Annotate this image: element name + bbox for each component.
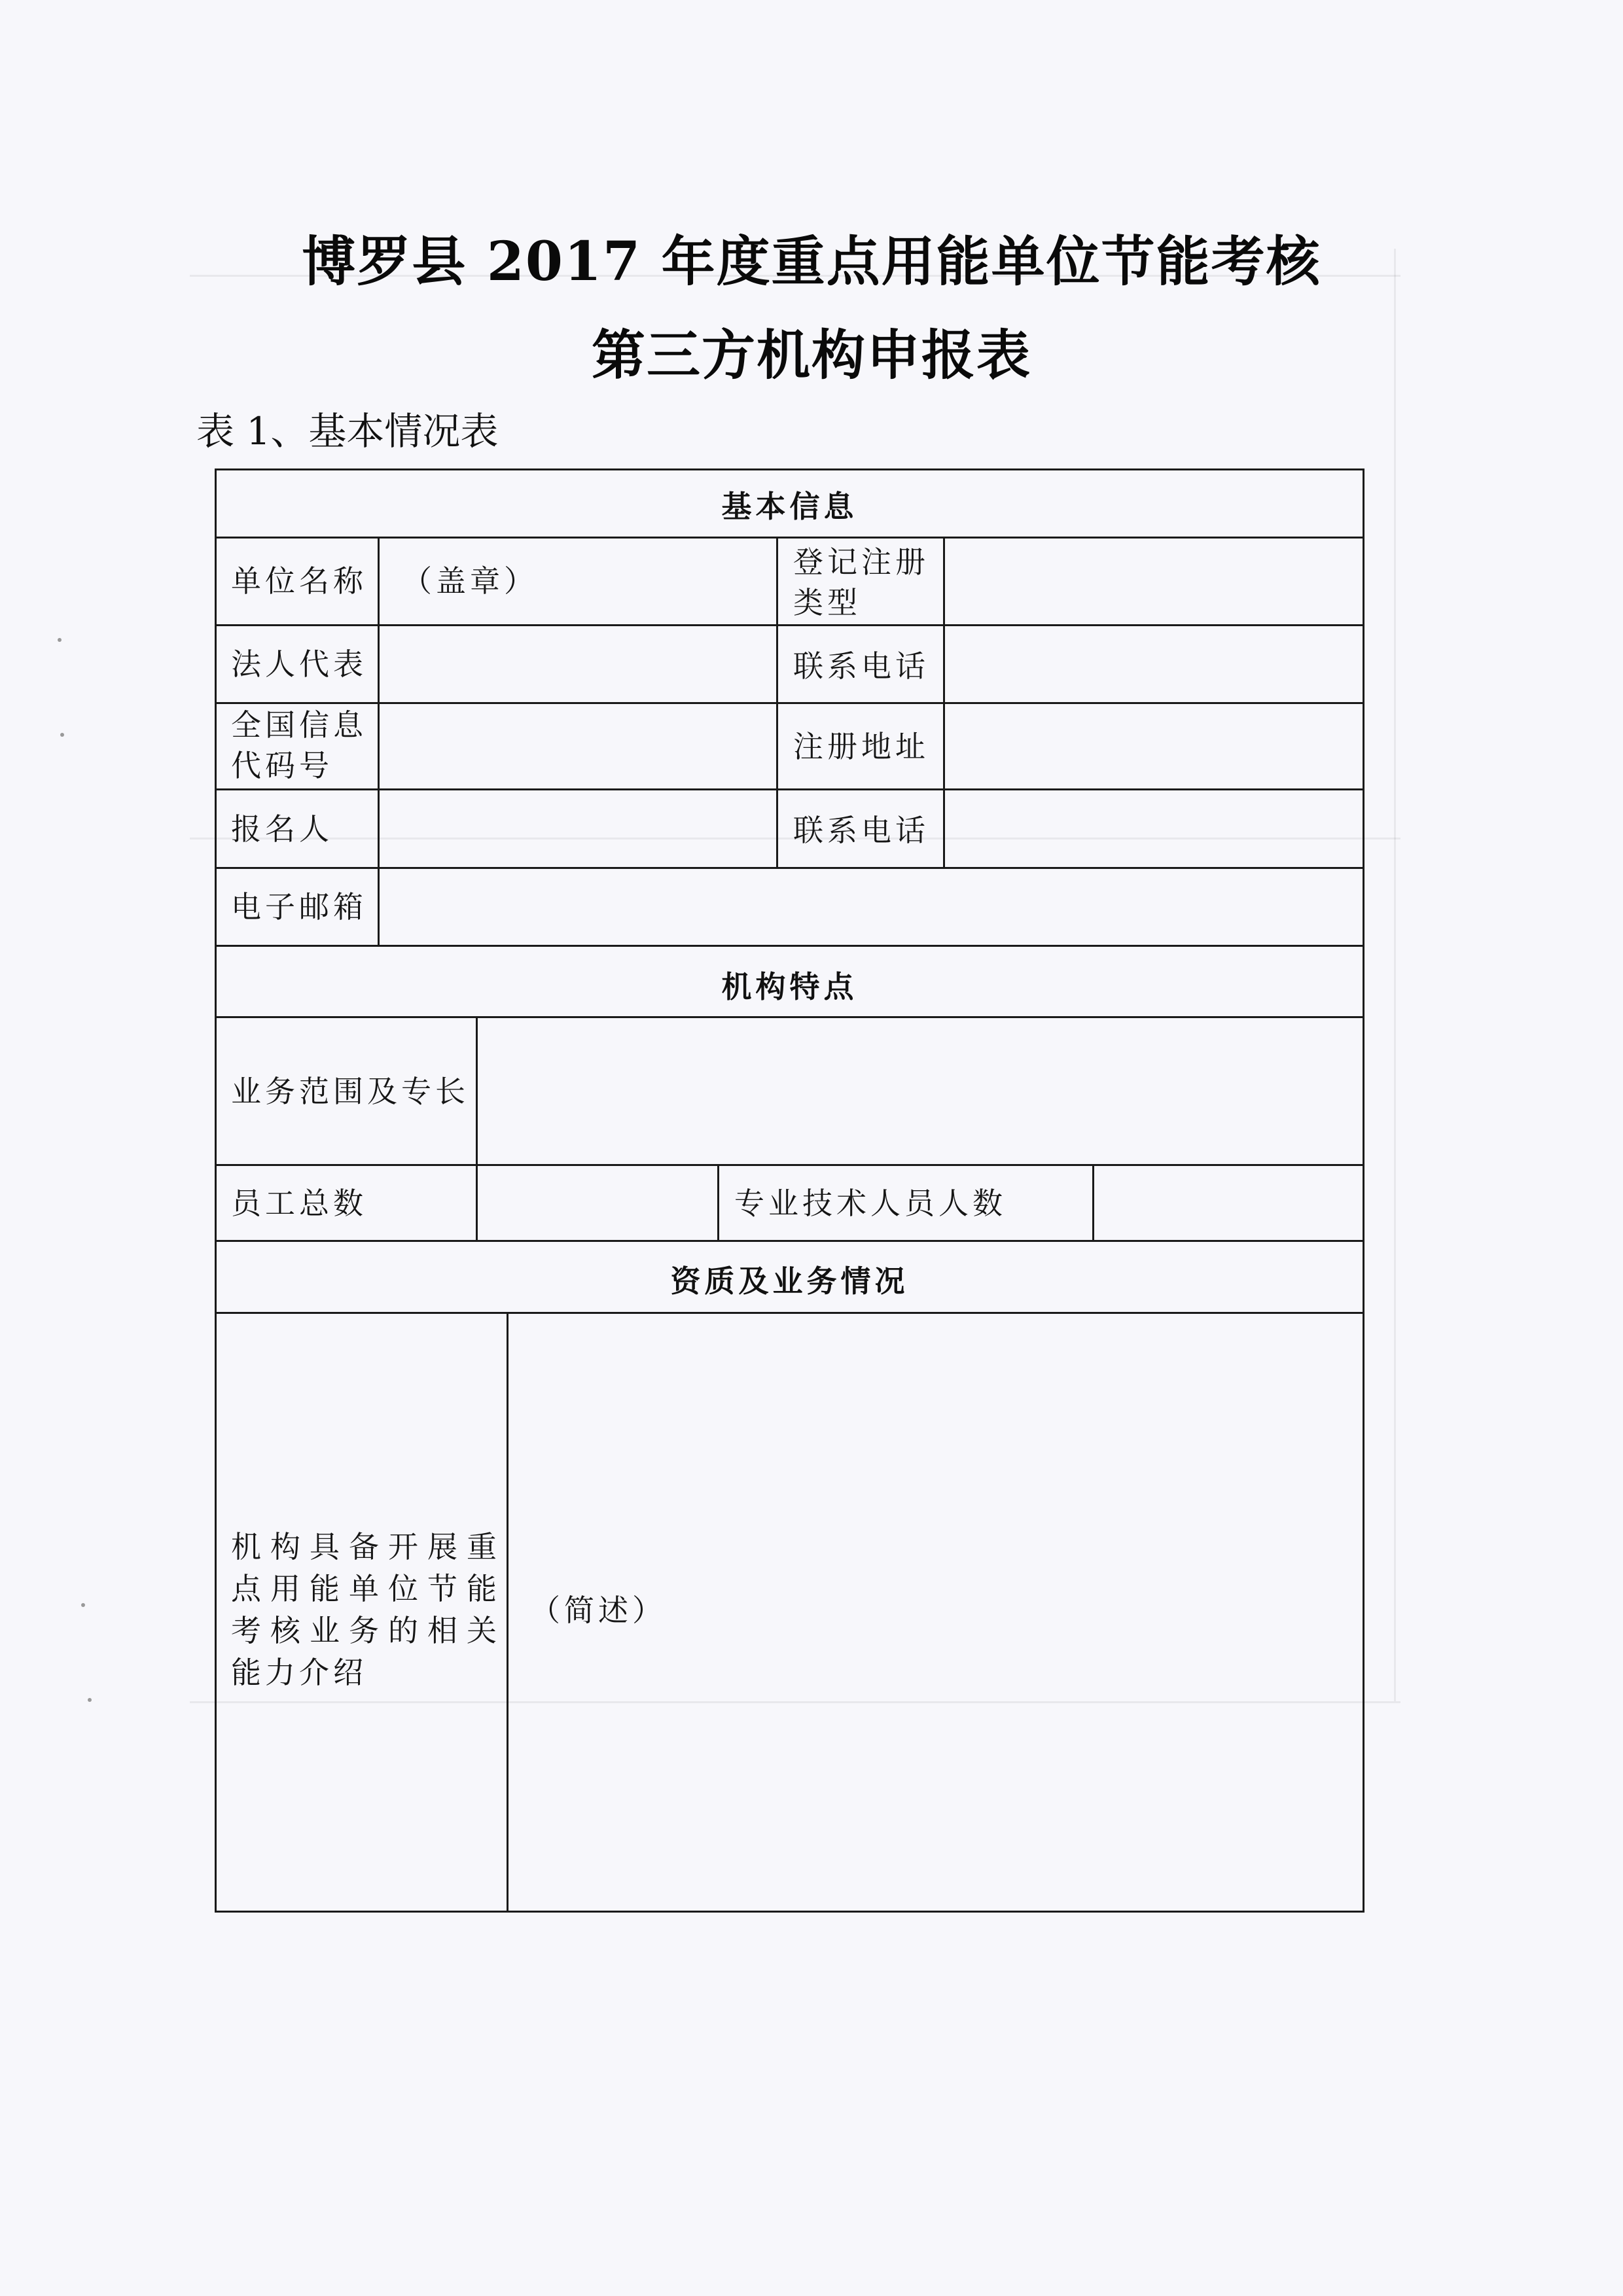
- section-basic-info: 基本信息: [721, 489, 858, 524]
- label-national-code: [231, 705, 367, 786]
- label-reg-type-line1: 登记注册: [793, 544, 929, 580]
- row-divider: [215, 945, 1364, 947]
- label-reg-address: 注册地址: [793, 729, 929, 764]
- label-tech-staff: 专业技术人员人数: [734, 1186, 1007, 1221]
- row-divider: [215, 1312, 1364, 1314]
- value-capability[interactable]: （简述）: [530, 1593, 666, 1628]
- label-national-code-line1: 全国信息: [231, 707, 367, 743]
- row-divider: [215, 1016, 1364, 1018]
- value-unit-name[interactable]: （盖章）: [402, 563, 538, 599]
- label-reg-type-line2: 类型: [793, 585, 861, 620]
- label-national-code-line2: 代码号: [231, 748, 333, 783]
- label-total-staff: 员工总数: [231, 1186, 367, 1221]
- punch-mark: [58, 638, 62, 642]
- label-legal-rep: 法人代表: [231, 646, 367, 682]
- label-capability-line1: 机构具备开展重: [231, 1529, 506, 1564]
- label-capability-line3: 考核业务的相关: [231, 1613, 506, 1648]
- col-divider: [507, 1312, 508, 1913]
- row-divider: [215, 624, 1364, 626]
- col-divider: [943, 537, 945, 868]
- row-divider: [215, 1164, 1364, 1166]
- col-divider: [717, 1164, 719, 1241]
- col-divider: [378, 537, 380, 945]
- label-phone-2: 联系电话: [793, 813, 929, 848]
- row-divider: [215, 867, 1364, 869]
- row-divider: [215, 537, 1364, 539]
- punch-mark: [88, 1698, 92, 1702]
- document-title-line1: 博罗县 2017 年度重点用能单位节能考核: [302, 230, 1321, 293]
- bleed-through-table: [1394, 249, 1396, 1701]
- label-capability-line4: 能力介绍: [231, 1655, 367, 1690]
- document-title-line2: 第三方机构申报表: [591, 324, 1031, 387]
- label-capability-line2: 点用能单位节能: [231, 1571, 506, 1606]
- col-divider: [776, 537, 778, 868]
- col-divider: [1092, 1164, 1094, 1241]
- col-divider: [476, 1016, 478, 1241]
- row-divider: [215, 1240, 1364, 1242]
- punch-mark: [60, 733, 64, 737]
- punch-mark: [81, 1603, 85, 1607]
- section-qualification: 资质及业务情况: [670, 1263, 909, 1299]
- label-unit-name: 单位名称: [231, 563, 367, 599]
- label-reg-type: [793, 542, 929, 623]
- section-org-features: 机构特点: [721, 969, 858, 1004]
- label-email: 电子邮箱: [231, 889, 367, 925]
- table-caption: 表 1、基本情况表: [196, 409, 499, 453]
- label-phone-1: 联系电话: [793, 648, 929, 684]
- row-divider: [215, 788, 1364, 790]
- label-capability: [231, 1526, 506, 1693]
- row-divider: [215, 702, 1364, 704]
- label-applicant: 报名人: [231, 811, 333, 847]
- label-business-scope: 业务范围及专长: [231, 1074, 469, 1109]
